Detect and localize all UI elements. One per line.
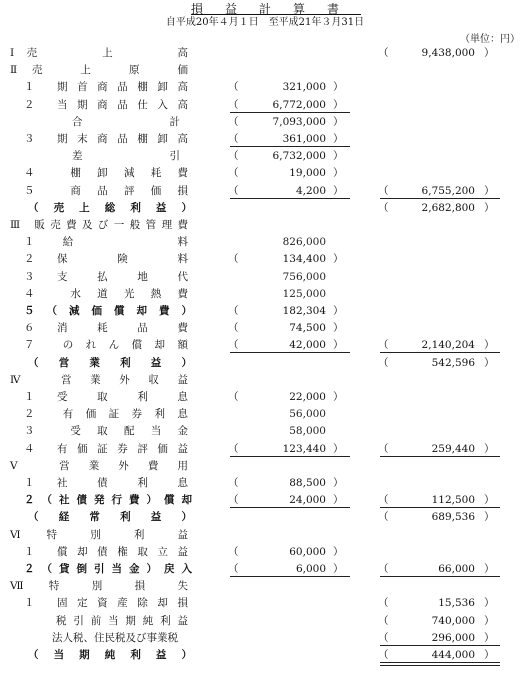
open-paren: （	[378, 201, 389, 214]
total-underline	[380, 352, 500, 353]
statement-row	[0, 183, 530, 199]
close-paren: ）	[333, 494, 344, 507]
subtotal-amount: 125,000	[282, 287, 326, 300]
unit-label: （単位：円）	[460, 34, 520, 45]
row-label: Ⅵ 特 別 利 益	[10, 528, 188, 541]
statement-row	[0, 217, 530, 233]
close-paren: ）	[484, 631, 495, 644]
open-paren: （	[378, 649, 389, 661]
statement-row	[0, 286, 530, 302]
subtotal-underline	[230, 456, 350, 457]
open-paren: （	[378, 339, 389, 352]
row-label: （当期純利益）	[28, 649, 192, 661]
total-amount: 689,536	[431, 511, 475, 524]
open-paren: （	[228, 322, 239, 335]
statement-row	[0, 423, 530, 439]
total-amount: 6,755,200	[421, 184, 475, 197]
statement-row	[0, 251, 530, 267]
close-paren: ）	[333, 545, 344, 558]
statement-row	[0, 647, 530, 663]
statement-row	[0, 630, 530, 646]
subtotal-amount: 74,500	[289, 322, 326, 335]
total-underline	[380, 198, 500, 199]
statement-row	[0, 458, 530, 474]
close-paren: ）	[333, 391, 344, 403]
row-label: ４ 有価証券評価益	[24, 442, 188, 455]
statement-row	[0, 234, 530, 250]
close-paren: ）	[484, 47, 495, 59]
open-paren: （	[228, 442, 239, 455]
row-label: ２ 有価証券利息	[24, 408, 188, 421]
open-paren: （	[378, 563, 389, 575]
open-paren: （	[228, 339, 239, 352]
open-paren: （	[228, 184, 239, 197]
row-label: ２（貸倒引当金）戻入	[24, 563, 192, 575]
row-label: １ 社 債 利 息	[24, 477, 188, 489]
close-paren: ）	[333, 115, 344, 128]
total-underline	[380, 645, 500, 646]
total-amount: 259,440	[431, 442, 475, 455]
subtotal-underline	[230, 146, 350, 147]
row-label: １ 固定資産除却損	[24, 597, 188, 610]
subtotal-amount: 60,000	[289, 545, 326, 558]
subtotal-amount: 4,200	[295, 184, 326, 197]
open-paren: （	[228, 81, 239, 94]
close-paren: ）	[333, 184, 344, 197]
statement-row	[0, 544, 530, 560]
close-paren: ）	[333, 81, 344, 94]
total-amount: 740,000	[431, 614, 475, 627]
open-paren: （	[228, 115, 239, 128]
row-label: Ⅲ 販売費及び一般管理費	[10, 219, 188, 231]
statement-row	[0, 303, 530, 319]
close-paren: ）	[484, 339, 495, 352]
close-paren: ）	[484, 201, 495, 214]
subtotal-amount: 123,440	[282, 442, 326, 455]
row-label: ３ 期末商品棚卸高	[24, 133, 188, 145]
subtotal-amount: 361,000	[282, 133, 326, 145]
row-label: 法人税、住民税及び事業税	[52, 631, 178, 644]
subtotal-amount: 134,400	[282, 253, 326, 266]
row-label: ４ 棚卸減耗費	[24, 167, 188, 180]
row-label: ５（減価償却費）	[24, 305, 192, 317]
statement-row	[0, 355, 530, 371]
row-label: Ⅶ 特 別 損 失	[10, 580, 188, 593]
statement-row	[0, 148, 530, 164]
subtotal-amount: 24,000	[289, 494, 326, 507]
row-label: ２（社債発行費）償却	[24, 494, 192, 507]
close-paren: ）	[333, 477, 344, 489]
statement-row	[0, 165, 530, 181]
subtotal-amount: 88,500	[289, 477, 326, 489]
open-paren: （	[228, 150, 239, 163]
subtotal-amount: 321,000	[282, 81, 326, 94]
subtotal-amount: 182,304	[282, 305, 326, 317]
row-label: ４ 水道光熱費	[24, 287, 188, 300]
close-paren: ）	[333, 253, 344, 266]
row-label: ２ 保 険 料	[24, 253, 188, 266]
statement-row	[0, 320, 530, 336]
subtotal-amount: 58,000	[289, 425, 326, 438]
close-paren: ）	[333, 442, 344, 455]
total-underline	[380, 456, 500, 457]
open-paren: （	[378, 614, 389, 627]
open-paren: （	[228, 167, 239, 180]
open-paren: （	[228, 545, 239, 558]
total-underline	[380, 576, 500, 577]
statement-row	[0, 492, 530, 508]
row-label: 差 引	[72, 150, 180, 163]
close-paren: ）	[484, 597, 495, 610]
statement-row	[0, 561, 530, 577]
statement-row	[0, 200, 530, 216]
final-double-underline	[380, 662, 500, 666]
accounting-period: 自平成20年４月１日 至平成21年３月31日	[165, 17, 365, 28]
close-paren: ）	[484, 442, 495, 455]
total-amount: 296,000	[431, 631, 475, 644]
subtotal-amount: 826,000	[282, 236, 326, 249]
row-label: ７ のれん償却額	[24, 339, 188, 352]
subtotal-amount: 42,000	[289, 339, 326, 352]
subtotal-underline	[230, 352, 350, 353]
total-amount: 2,682,800	[421, 201, 475, 214]
open-paren: （	[378, 597, 389, 610]
row-label: Ⅴ 営業外費用	[10, 459, 188, 472]
subtotal-amount: 56,000	[289, 408, 326, 421]
open-paren: （	[378, 442, 389, 455]
row-label: １ 償却債権取立益	[24, 545, 188, 558]
statement-row	[0, 337, 530, 353]
close-paren: ）	[333, 133, 344, 145]
statement-row	[0, 475, 530, 491]
subtotal-amount: 756,000	[282, 270, 326, 283]
open-paren: （	[228, 494, 239, 507]
statement-row	[0, 389, 530, 405]
row-label: （営業利益）	[28, 356, 192, 369]
row-label: ３ 受取配当金	[24, 425, 188, 438]
subtotal-underline	[230, 198, 350, 199]
close-paren: ）	[333, 98, 344, 111]
statement-row	[0, 613, 530, 629]
close-paren: ）	[333, 563, 344, 575]
statement-row	[0, 45, 530, 61]
statement-row	[0, 131, 530, 147]
row-label: （売上総利益）	[28, 201, 192, 214]
close-paren: ）	[484, 614, 495, 627]
close-paren: ）	[333, 167, 344, 180]
subtotal-underline	[230, 576, 350, 577]
statement-row	[0, 527, 530, 543]
subtotal-amount: 7,093,000	[272, 115, 326, 128]
row-label: １ 期首商品棚卸高	[24, 81, 188, 94]
row-label: Ⅳ 営業外収益	[10, 373, 188, 386]
statement-row	[0, 269, 530, 285]
total-amount: 444,000	[431, 649, 475, 661]
row-label: １ 受 取 利 息	[24, 391, 188, 403]
row-label: （経常利益）	[28, 511, 192, 524]
open-paren: （	[378, 356, 389, 369]
statement-row	[0, 62, 530, 78]
row-label: ５ 商品評価損	[24, 184, 188, 197]
close-paren: ）	[484, 511, 495, 524]
close-paren: ）	[484, 494, 495, 507]
statement-row	[0, 595, 530, 611]
subtotal-amount: 6,772,000	[272, 98, 326, 111]
open-paren: （	[378, 494, 389, 507]
statement-row	[0, 406, 530, 422]
subtotal-amount: 22,000	[289, 391, 326, 403]
open-paren: （	[228, 253, 239, 266]
close-paren: ）	[333, 339, 344, 352]
row-label: ３ 支 払 地 代	[24, 270, 188, 283]
open-paren: （	[378, 511, 389, 524]
row-label: 合 計	[72, 115, 180, 128]
open-paren: （	[378, 47, 389, 59]
close-paren: ）	[484, 184, 495, 197]
close-paren: ）	[484, 563, 495, 575]
open-paren: （	[228, 391, 239, 403]
total-underline	[380, 507, 500, 508]
subtotal-underline	[230, 507, 350, 508]
open-paren: （	[378, 631, 389, 644]
statement-title: 損益計算書	[190, 2, 361, 16]
open-paren: （	[228, 563, 239, 575]
statement-row	[0, 372, 530, 388]
close-paren: ）	[333, 150, 344, 163]
total-amount: 66,000	[438, 563, 475, 575]
row-label: ６ 消 耗 品 費	[24, 322, 188, 335]
row-label: ２ 当期商品仕入高	[24, 98, 188, 111]
total-amount: 9,438,000	[421, 47, 475, 59]
subtotal-amount: 6,000	[295, 563, 326, 575]
statement-row	[0, 578, 530, 594]
total-amount: 112,500	[431, 494, 475, 507]
row-label: 税引前当期純利益	[56, 614, 188, 627]
open-paren: （	[228, 477, 239, 489]
statement-row	[0, 509, 530, 525]
open-paren: （	[228, 98, 239, 111]
total-amount: 15,536	[438, 597, 475, 610]
close-paren: ）	[333, 305, 344, 317]
subtotal-amount: 6,732,000	[272, 150, 326, 163]
statement-row	[0, 441, 530, 457]
statement-row	[0, 79, 530, 95]
close-paren: ）	[484, 356, 495, 369]
total-amount: 542,596	[431, 356, 475, 369]
subtotal-underline	[230, 112, 350, 113]
row-label: Ⅰ 売 上 高	[10, 47, 188, 59]
statement-row	[0, 114, 530, 130]
row-label: １ 給 料	[24, 236, 188, 249]
open-paren: （	[228, 133, 239, 145]
subtotal-amount: 19,000	[289, 167, 326, 180]
statement-row	[0, 97, 530, 113]
close-paren: ）	[333, 322, 344, 335]
open-paren: （	[228, 305, 239, 317]
close-paren: ）	[484, 649, 495, 661]
row-label: Ⅱ 売 上 原 価	[10, 64, 188, 77]
total-amount: 2,140,204	[421, 339, 475, 352]
open-paren: （	[378, 184, 389, 197]
